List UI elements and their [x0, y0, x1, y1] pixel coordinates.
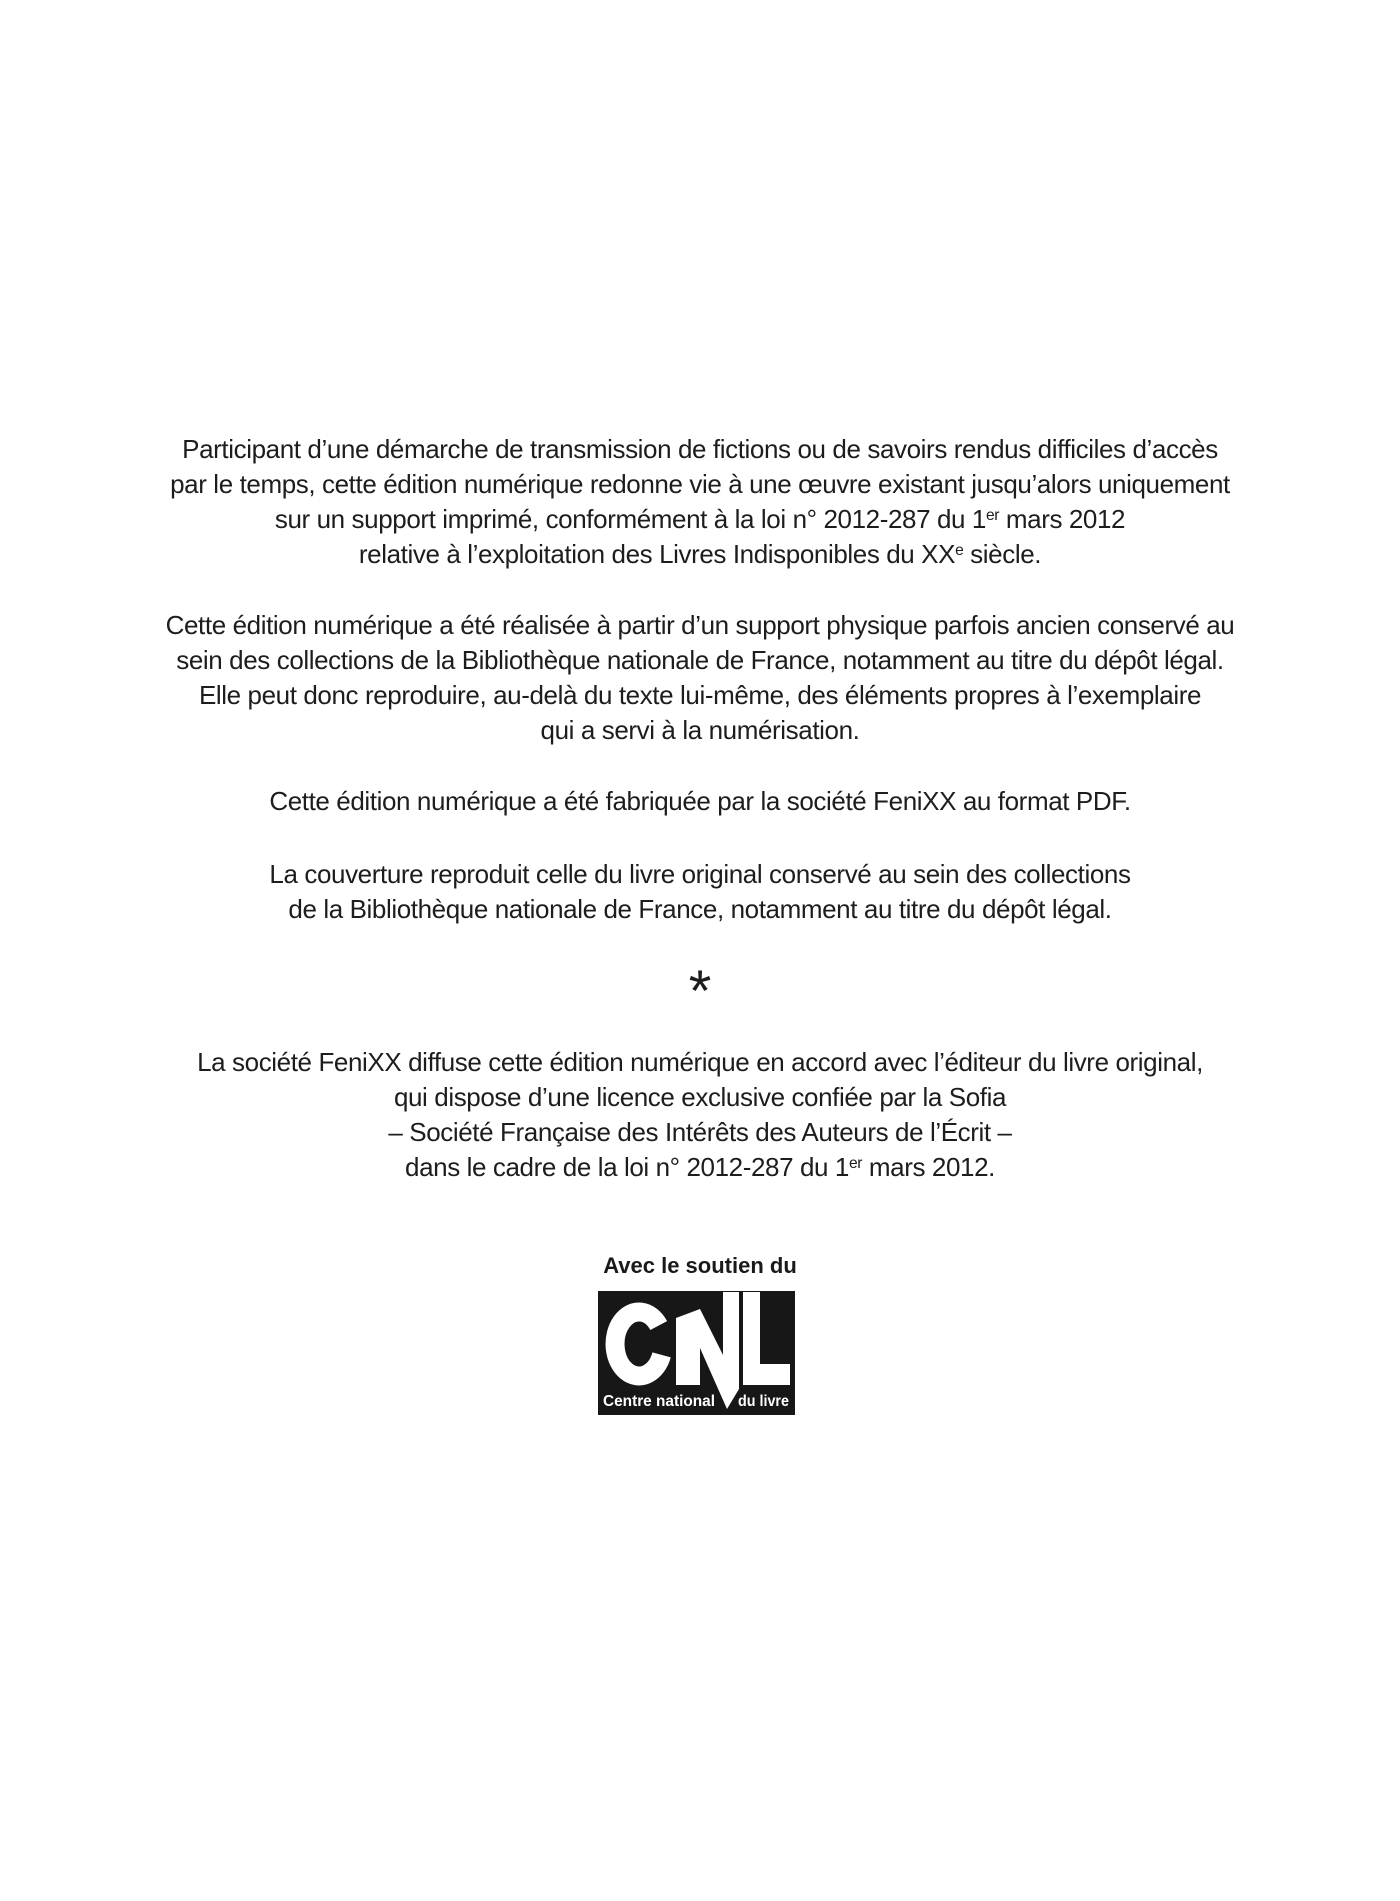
paragraph-source-notice	[0, 608, 1400, 748]
text-line	[0, 1045, 1400, 1080]
superscript-text: e	[955, 542, 964, 560]
paragraph-cover-notice	[0, 857, 1400, 927]
cnl-logo	[598, 1291, 795, 1415]
text-line	[0, 1115, 1400, 1150]
text-line	[0, 892, 1400, 927]
text-segment: de la Bibliothèque nationale de France, notamment au titre du dépôt légal.	[288, 894, 1112, 924]
text-segment: Elle peut donc reproduire, au-delà du texte lui-même, des éléments propres à l’exemplaire	[198, 680, 1202, 710]
support-label: Avec le soutien du	[603, 1253, 797, 1278]
text-segment: mars 2012	[999, 504, 1126, 534]
text-segment: Cette édition numérique a été réalisée à partir d’un support physique parfois ancien conservé au	[165, 610, 1235, 640]
text-segment: dans le cadre de la loi n° 2012-287 du 1	[405, 1152, 849, 1182]
text-line	[0, 432, 1400, 467]
text-line	[0, 643, 1400, 678]
paragraph-fabrication-notice	[0, 784, 1400, 819]
cnl-caption-right: du livre	[738, 1393, 790, 1410]
text-segment: – Société Française des Intérêts des Auteurs de l’Écrit –	[388, 1117, 1012, 1147]
cnl-caption-left: Centre national	[603, 1393, 715, 1410]
superscript-text: er	[848, 1155, 863, 1173]
paragraph-transmission-notice	[0, 432, 1400, 572]
text-line	[0, 678, 1400, 713]
text-line	[0, 784, 1400, 819]
text-line	[0, 467, 1400, 502]
text-segment: par le temps, cette édition numérique redonne vie à une œuvre existant jusqu’alors uniquement	[170, 469, 1230, 499]
text-segment: Participant d’une démarche de transmission de fictions ou de savoirs rendus difficiles d’accès	[182, 434, 1218, 464]
text-segment: qui a servi à la numérisation.	[540, 715, 860, 745]
text-line	[0, 1150, 1400, 1185]
text-segment: qui dispose d’une licence exclusive confiée par la Sofia	[393, 1082, 1007, 1112]
paragraph-diffusion-notice	[0, 1045, 1400, 1185]
text-segment: relative à l’exploitation des Livres Indisponibles du XX	[358, 539, 956, 569]
text-segment: sein des collections de la Bibliothèque nationale de France, notamment au titre du dépôt légal.	[176, 645, 1224, 675]
text-line	[0, 713, 1400, 748]
text-line	[0, 1080, 1400, 1115]
superscript-text: er	[985, 507, 1000, 525]
text-segment: siècle.	[963, 539, 1042, 569]
text-segment: Cette édition numérique a été fabriquée par la société FeniXX au format PDF.	[269, 786, 1131, 816]
asterisk-separator: *	[688, 959, 712, 1024]
text-line	[0, 537, 1400, 572]
text-line	[0, 857, 1400, 892]
text-segment: La société FeniXX diffuse cette édition numérique en accord avec l’éditeur du livre original,	[197, 1047, 1203, 1077]
text-segment: mars 2012.	[862, 1152, 995, 1182]
text-segment: La couverture reproduit celle du livre original conservé au sein des collections	[269, 859, 1131, 889]
text-segment: sur un support imprimé, conformément à la loi n° 2012-287 du 1	[274, 504, 986, 534]
text-line	[0, 608, 1400, 643]
text-line	[0, 502, 1400, 537]
